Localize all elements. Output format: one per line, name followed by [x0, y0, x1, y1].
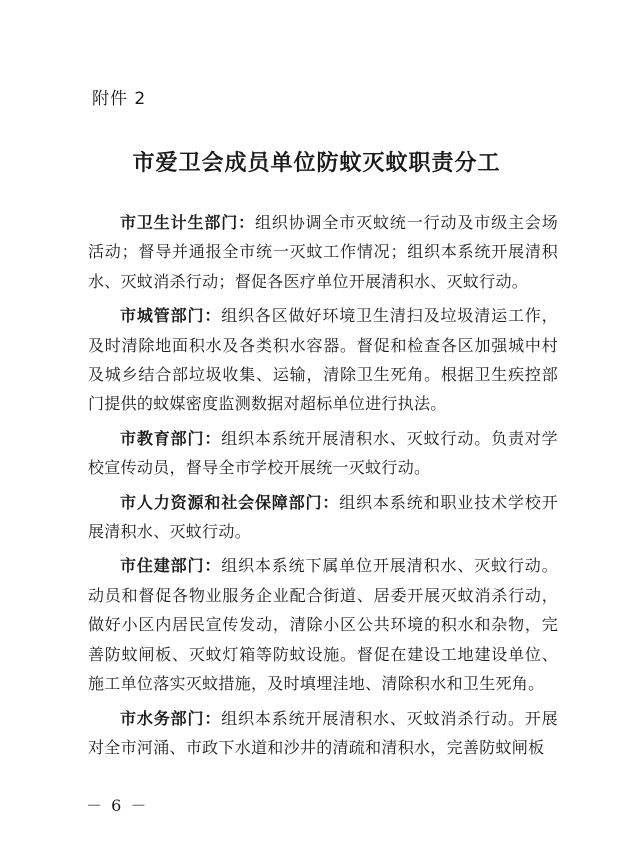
department-name: 市人力资源和社会保障部门：	[120, 492, 340, 512]
paragraph-hr-social-security-dept	[88, 488, 558, 547]
department-name: 市住建部门：	[120, 556, 222, 576]
department-duties: 组织本系统开展清积水、灭蚊行动。负责对学校宣传动员，督导全市学校开展统一灭蚊行动。	[88, 428, 558, 478]
paragraph-urban-management-dept	[88, 301, 558, 419]
paragraph-health-dept	[88, 208, 558, 296]
department-duties: 组织本系统开展清积水、灭蚊消杀行动。开展对全市河涌、市政下水道和沙井的清疏和清积水，完善防蚊闸板	[88, 708, 558, 757]
document-title: 市爱卫会成员单位防蚊灭蚊职责分工	[132, 150, 501, 176]
department-name: 市卫生计生部门：	[120, 213, 255, 232]
department-name: 市城管部门：	[120, 306, 222, 326]
department-duties: 组织本系统下属单位开展清积水、灭蚊行动。动员和督促各物业服务企业配合街道、居委开展灭蚊消杀行动，做好小区内居民宣传发动，清除小区公共环境的积水和杂物，完善防蚊闸板、灭蚊灯箱等防蚊设施。督促在建设工地建设单位、施工单位落实灭蚊措施，及时填埋洼地、清除积水和卫生死角。	[88, 556, 558, 694]
department-duties: 组织各区做好环境卫生清扫及垃圾清运工作，及时清除地面积水及各类积水容器。督促和检查各区加强城中村及城乡结合部垃圾收集、运输，清除卫生死角。根据卫生疾控部门提供的蚊媒密度监测数据对超标单位进行执法。	[88, 306, 558, 414]
department-duties: 组织本系统和职业技术学校开展清积水、灭蚊行动。	[88, 492, 558, 542]
paragraph-water-affairs-dept	[88, 704, 558, 763]
department-name: 市水务部门：	[120, 708, 222, 728]
department-duties: 组织协调全市灭蚊统一行动及市级主会场活动；督导并通报全市统一灭蚊工作情况；组织本系统开展清积水、灭蚊消杀行动；督促各医疗单位开展清积水、灭蚊行动。	[88, 213, 559, 291]
document-body	[88, 208, 558, 767]
paragraph-education-dept	[88, 424, 558, 483]
attachment-label: 附件 2	[92, 89, 147, 109]
paragraph-housing-construction-dept	[88, 551, 558, 698]
page-number: － 6 －	[86, 796, 149, 815]
department-name: 市教育部门：	[120, 428, 222, 448]
